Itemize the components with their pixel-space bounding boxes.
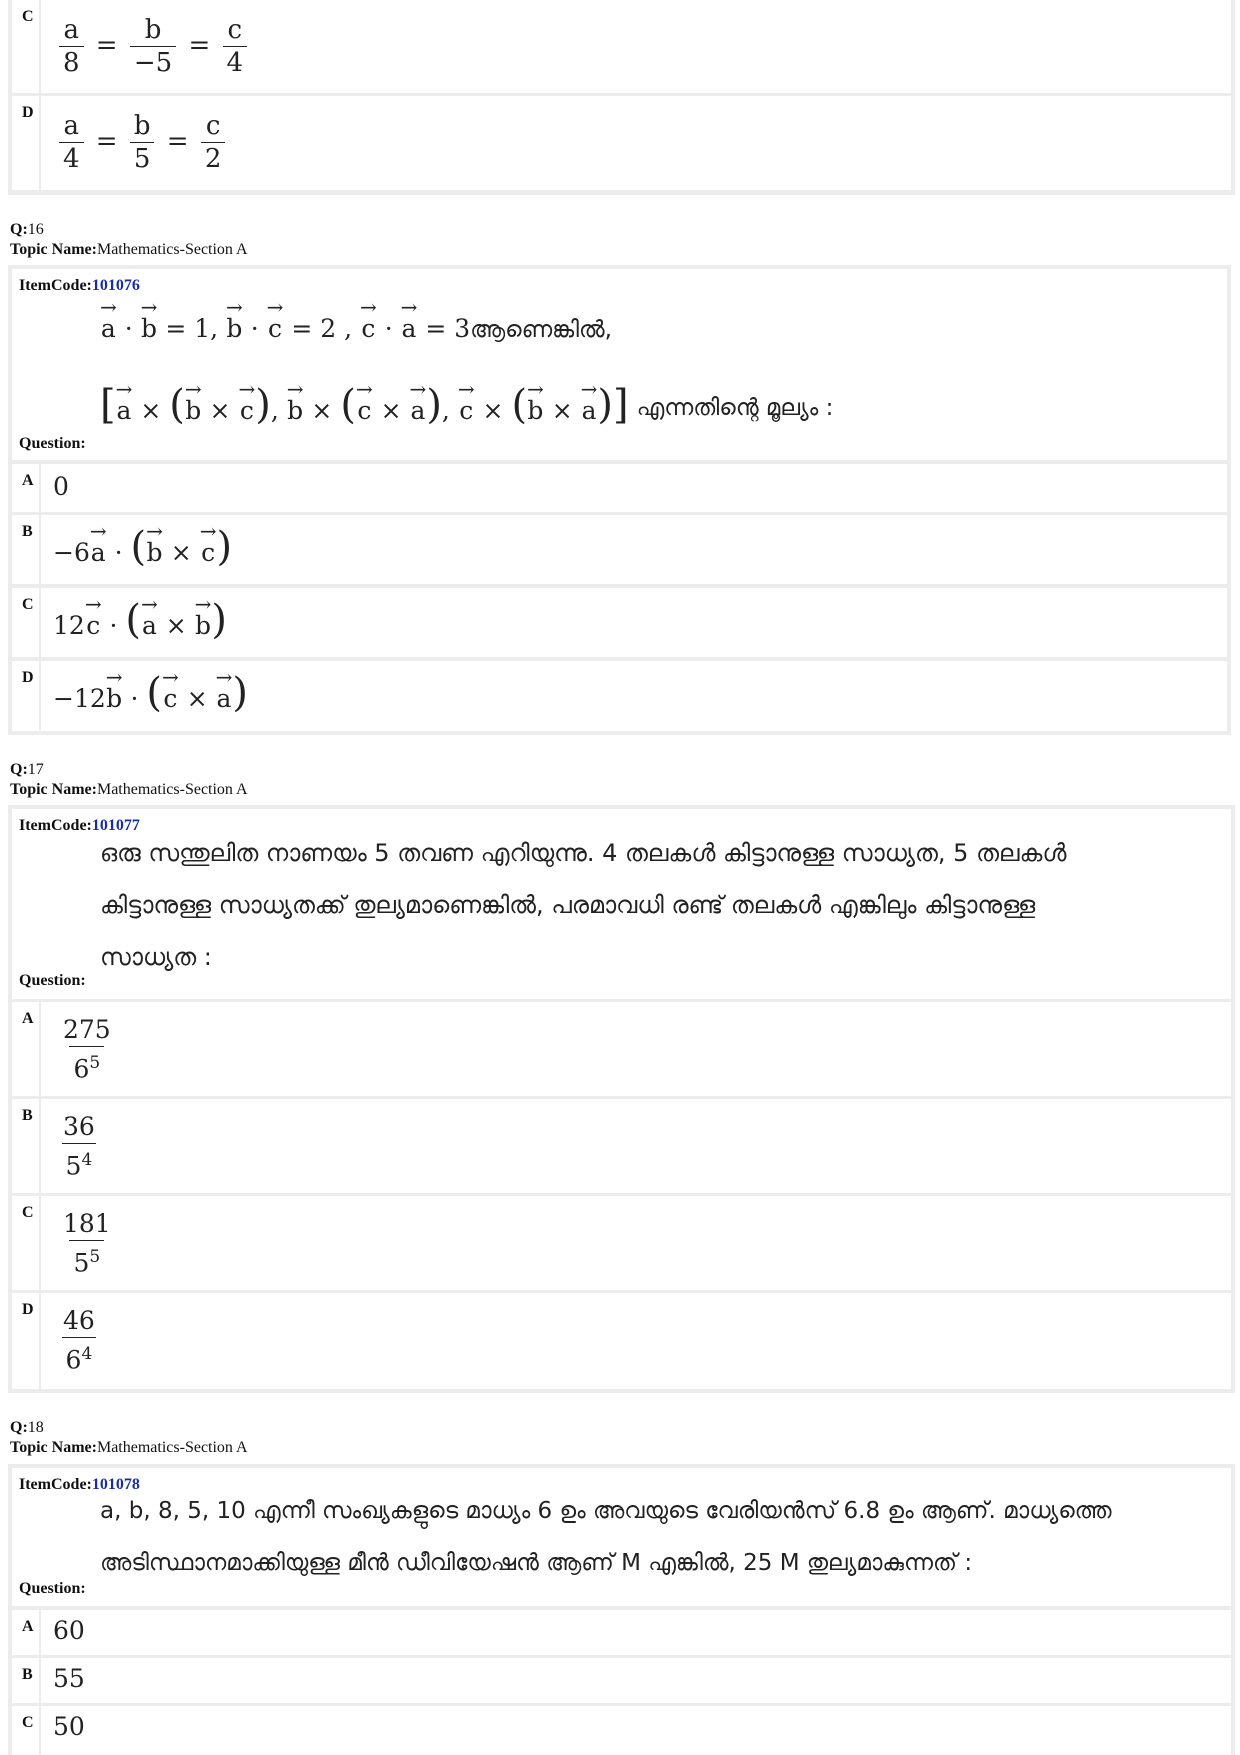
q18-header: Q:18 Topic Name:Mathematics-Section A	[10, 1419, 248, 1456]
q18-question-label: Question:	[19, 1580, 86, 1597]
q16-itemcode: ItemCode:101076	[19, 277, 140, 294]
q16-option-letter-c: C	[12, 588, 39, 657]
q16-question-line2: [ → a × ( → b × → c ), → b × ( → c × → a ), → c × ( → b × → a )] എന്നതിന്റെ മൂല്യം :	[100, 377, 834, 428]
q16-option-a-cell[interactable]	[41, 464, 1227, 512]
q17-option-d-cell[interactable]	[41, 1293, 1231, 1389]
q17-itemcode: ItemCode:101077	[19, 817, 140, 834]
q18-itemcode: ItemCode:101078	[19, 1476, 140, 1493]
option-letter-c: C	[12, 0, 39, 93]
q17-option-b-cell[interactable]	[41, 1099, 1231, 1193]
q16-option-a-value: 0	[53, 472, 69, 501]
q16-option-c-math: 12 → c · ( → a × → b )	[53, 592, 228, 643]
option-d-cell[interactable]	[41, 96, 1231, 190]
q16-question-cell	[12, 269, 1227, 460]
q18-question-line2: അടിസ്ഥാനമാക്കിയുള്ള മീൻ ഡീവിയേഷൻ ആണ് M എങ്കിൽ, 25 M തുല്യമാകുന്നത് :	[100, 1550, 973, 1576]
q17-option-a-math: $\frac{275}{6^5}$	[63, 1015, 111, 1084]
option-letter-d: D	[12, 96, 39, 190]
q17-option-a-cell[interactable]	[41, 1002, 1231, 1096]
q17-option-letter-d: D	[12, 1293, 39, 1389]
q17-option-letter-b: B	[12, 1099, 39, 1193]
q18-option-letter-a: A	[12, 1610, 39, 1655]
q16-option-letter-a: A	[12, 464, 39, 512]
q16-option-letter-b: B	[12, 515, 39, 584]
option-d-math: $\frac{a}{4}$ = $\frac{b}{5}$ = $\frac{c}{2}$	[55, 110, 229, 175]
q18-option-b-value: 55	[53, 1664, 85, 1693]
q16-option-c-cell[interactable]	[41, 588, 1227, 657]
q17-header: Q:17 Topic Name:Mathematics-Section A	[10, 761, 248, 798]
q17-question-line1: ഒരു സന്തുലിത നാണയം 5 തവണ എറിയുന്നു. 4 തലകൾ കിട്ടാനുള്ള സാധ്യത, 5 തലകൾ	[100, 839, 1067, 867]
q17-question-line2: കിട്ടാനുള്ള സാധ്യതക്ക് തുല്യമാണെങ്കിൽ, പരമാവധി രണ്ട് തലകൾ എങ്കിലും കിട്ടാനുള്ള	[100, 891, 1036, 919]
q18-option-b-cell[interactable]	[41, 1658, 1231, 1703]
q17-option-letter-a: A	[12, 1002, 39, 1096]
q16-header: Q:16 Topic Name:Mathematics-Section A	[10, 221, 248, 258]
q16-question-label: Question:	[19, 435, 86, 452]
q16-option-d-math: −12 → b · ( → c × → a )	[53, 665, 248, 716]
q17-question-label: Question:	[19, 972, 86, 989]
q18-option-letter-c: C	[12, 1706, 39, 1755]
q18-question-line1: a, b, 8, 5, 10 എന്നീ സംഖ്യകളുടെ മാധ്യം 6 ഉം അവയുടെ വേരിയൻസ് 6.8 ഉം ആണ്. മാധ്യത്തെ	[100, 1498, 1112, 1524]
q17-option-letter-c: C	[12, 1196, 39, 1290]
q18-option-a-cell[interactable]	[41, 1610, 1231, 1655]
q18-option-letter-b: B	[12, 1658, 39, 1703]
q16-option-b-cell[interactable]	[41, 515, 1227, 584]
q18-option-a-value: 60	[53, 1616, 85, 1645]
q18-question-cell	[12, 1468, 1231, 1606]
q18-option-c-cell[interactable]	[41, 1706, 1231, 1755]
q17-option-c-cell[interactable]	[41, 1196, 1231, 1290]
q16-option-d-cell[interactable]	[41, 661, 1227, 731]
q16-option-letter-d: D	[12, 661, 39, 731]
q17-question-cell	[12, 809, 1231, 999]
q17-question-line3: സാധ്യത :	[100, 943, 212, 971]
option-c-cell[interactable]	[41, 0, 1231, 93]
q17-option-c-math: $\frac{181}{5^5}$	[63, 1209, 111, 1278]
q18-option-c-value: 50	[53, 1712, 85, 1741]
option-c-math: $\frac{a}{8}$ = $\frac{b}{-5}$ = $\frac{c}{4}$	[55, 14, 251, 79]
q17-option-d-math: $\frac{46}{6^4}$	[63, 1306, 95, 1375]
q16-option-b-math: −6 → a · ( → b × → c )	[53, 519, 233, 570]
q16-question-line1: → a · → b = 1, → b · → c = 2 , → c · → a = 3ആണെങ്കിൽ,	[100, 295, 612, 343]
q17-option-b-math: $\frac{36}{5^4}$	[63, 1112, 95, 1181]
